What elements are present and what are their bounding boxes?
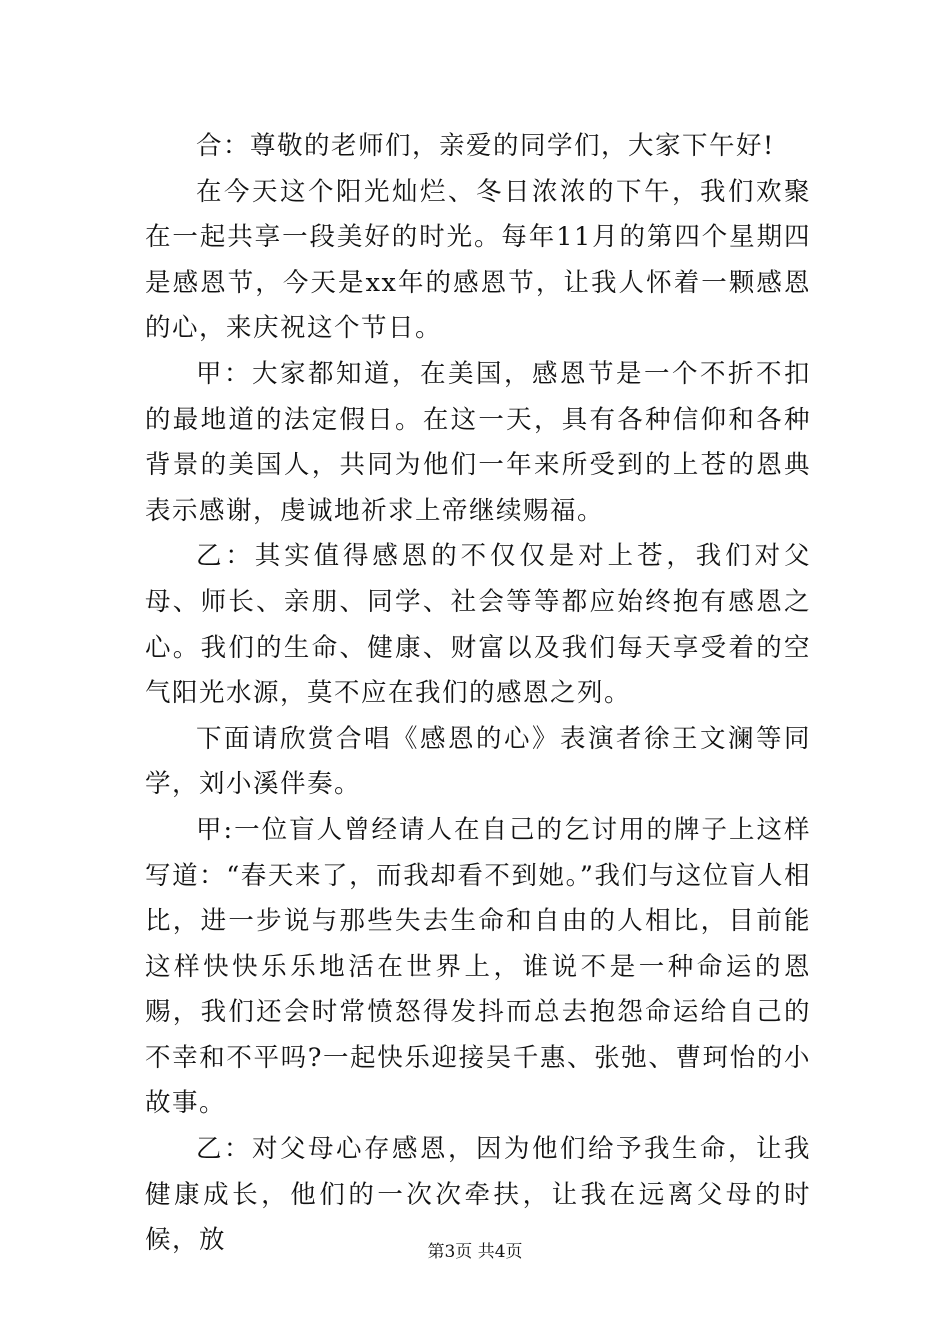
paragraph-performance: 下面请欣赏合唱《感恩的心》表演者徐王文澜等同学，刘小溪伴奏。 [145, 723, 811, 800]
document-body [145, 124, 811, 1264]
paragraph-opening: 合：尊敬的老师们，亲爱的同学们，大家下午好! [196, 131, 775, 161]
paragraph-yi-2: 乙：对父母心存感恩，因为他们给予我生命，让我健康成长，他们的一次次牵扶，让我在远离父母的时候，放 [145, 1134, 811, 1256]
paragraph-intro: 在今天这个阳光灿烂、冬日浓浓的下午，我们欢聚在一起共享一段美好的时光。每年11月的第四个星期四是感恩节，今天是xx年的感恩节，让我人怀着一颗感恩的心，来庆祝这个节日。 [145, 176, 811, 344]
paragraph-jia-2: 甲:一位盲人曾经请人在自己的乞讨用的牌子上这样写道：“春天来了，而我却看不到她。”我们与这位盲人相比，进一步说与那些失去生命和自由的人相比，目前能这样快快乐乐地活在世界上，谁说不是一种命运的恩赐，我们还会时常愤怒得发抖而总去抱怨命运给自己的不幸和不平吗?一起快乐迎接吴千惠、张弛、曹珂怡的小故事。 [145, 814, 811, 1119]
paragraph-yi-1: 乙：其实值得感恩的不仅仅是对上苍，我们对父母、师长、亲朋、同学、社会等等都应始终抱有感恩之心。我们的生命、健康、财富以及我们每天享受着的空气阳光水源，莫不应在我们的感恩之列。 [145, 541, 811, 709]
paragraph-jia-1: 甲：大家都知道，在美国，感恩节是一个不折不扣的最地道的法定假日。在这一天，具有各种信仰和各种背景的美国人，共同为他们一年来所受到的上苍的恩典表示感谢，虔诚地祈求上帝继续赐福。 [145, 358, 811, 526]
page-footer: 第3页 共4页 [427, 1242, 523, 1262]
